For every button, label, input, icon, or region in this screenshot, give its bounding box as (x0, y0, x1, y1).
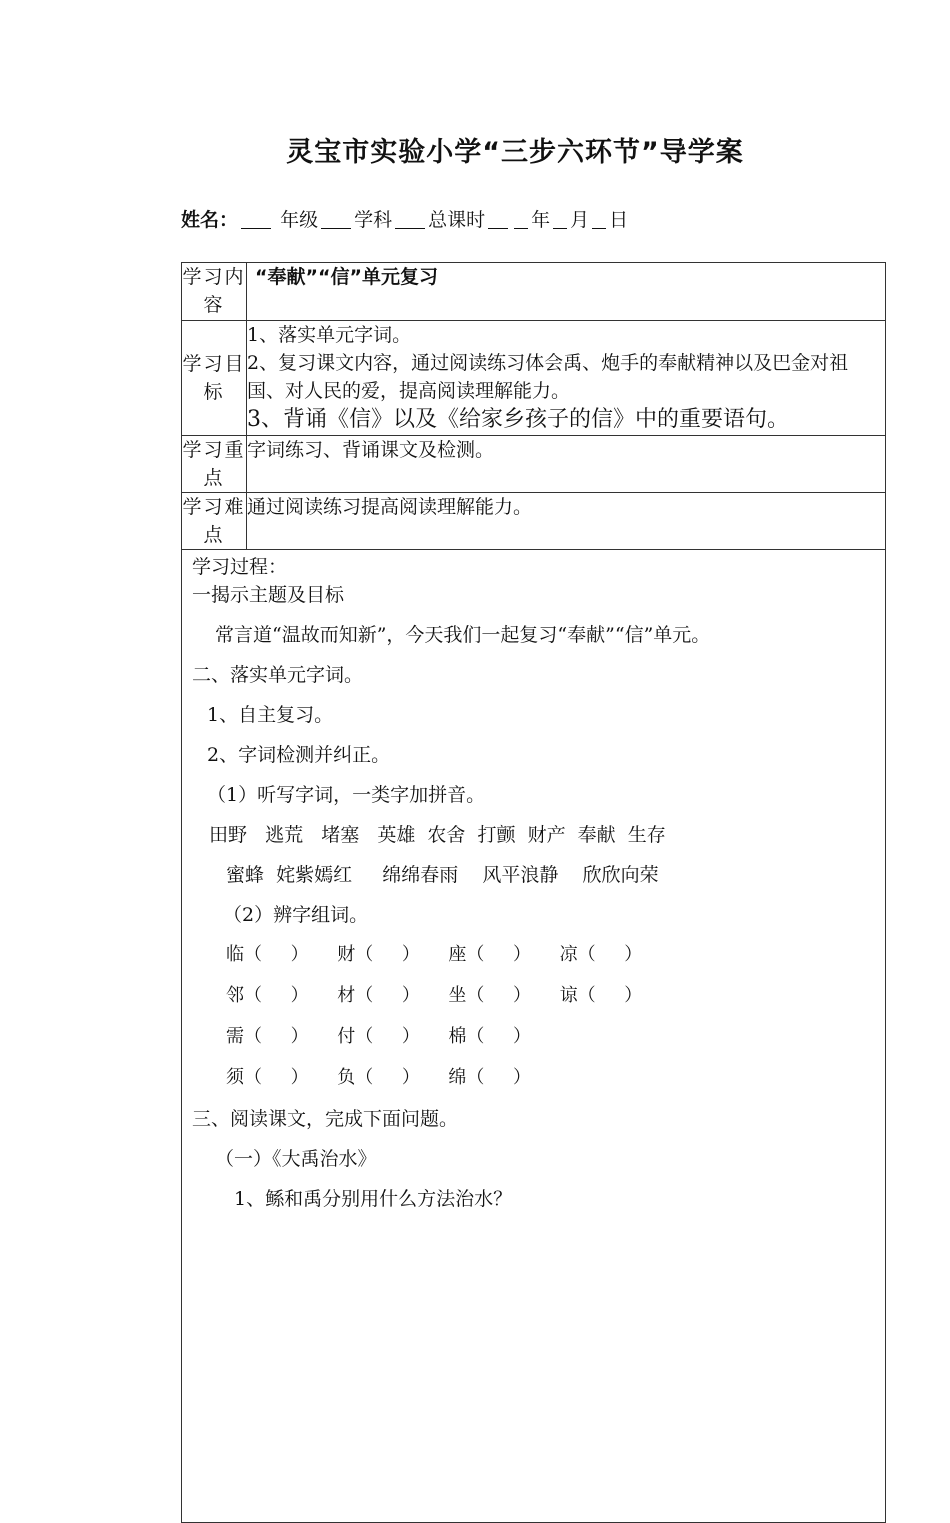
goals-cell (247, 321, 886, 436)
process-line: 1、鲧和禹分别用什么方法治水？ (234, 1188, 513, 1210)
name-blank[interactable] (241, 209, 271, 229)
student-info-line (181, 205, 628, 232)
subject-blank[interactable] (395, 209, 425, 229)
process-line: 一揭示主题及目标 (192, 584, 345, 606)
content-value: “奉献”“信”单元复习 (255, 266, 438, 288)
process-line: 1、自主复习。 (207, 704, 334, 726)
process-line: （一）《大禹治水》 (215, 1148, 377, 1170)
month-blank[interactable] (553, 209, 567, 229)
process-heading: 学习过程： (192, 556, 288, 578)
total-hours-blank[interactable] (488, 209, 508, 229)
month-label: 月 (570, 209, 590, 231)
grade-blank[interactable] (321, 209, 351, 229)
word-list-line: 田野 逃荒 堵塞 英雄 农舍 打颤 财产 奉献 生存 (209, 824, 666, 846)
goal-item: 2、复习课文内容，通过阅读练习体会禹、炮手的奉献精神以及巴金对祖国、对人民的爱，提高阅读理解能力。 (247, 352, 849, 402)
word-list-line: 蜜蜂 姹紫嫣红 绵绵春雨 风平浪静 欣欣向荣 (226, 864, 659, 886)
content-label: 学习内容 (182, 263, 247, 321)
grade-label: 年级 (280, 209, 319, 231)
year-label: 年 (531, 209, 551, 231)
process-line: （2）辨字组词。 (223, 904, 369, 926)
process-cell (182, 550, 886, 1523)
page-title: 灵宝市实验小学“三步六环节”导学案 (286, 137, 744, 168)
word-pair-line: 需（ ） 付（ ） 棉（ ） (226, 1026, 532, 1047)
key-row (182, 436, 886, 493)
goals-row (182, 321, 886, 436)
process-line: 三、阅读课文，完成下面问题。 (192, 1108, 459, 1130)
difficulty-value: 通过阅读练习提高阅读理解能力。 (247, 493, 886, 550)
key-value: 字词练习、背诵课文及检测。 (247, 436, 886, 493)
word-pair-line: 须（ ） 负（ ） 绵（ ） (226, 1067, 532, 1088)
subject-label: 学科 (354, 209, 393, 231)
total-hours-label: 总课时 (428, 209, 486, 231)
difficulty-label: 学习难点 (182, 493, 247, 550)
process-line: （1）听写字词，一类字加拼音。 (207, 784, 486, 806)
day-label: 日 (609, 209, 629, 231)
year-blank[interactable] (514, 209, 528, 229)
process-line: 二、落实单元字词。 (192, 664, 364, 686)
process-row (182, 550, 886, 1523)
goal-item: 3、背诵《信》以及《给家乡孩子的信》中的重要语句。 (247, 407, 789, 432)
content-row (182, 263, 886, 321)
goals-label: 学习目标 (182, 321, 247, 436)
goal-item: 1、落实单元字词。 (247, 324, 412, 346)
day-blank[interactable] (592, 209, 606, 229)
difficulty-row (182, 493, 886, 550)
process-line: 常言道“温故而知新”，今天我们一起复习“奉献”“信”单元。 (215, 624, 711, 646)
name-label: 姓名： (181, 209, 239, 231)
word-pair-line: 临（ ） 财（ ） 座（ ） 凉（ ） (226, 944, 643, 965)
content-cell (247, 263, 886, 321)
key-label: 学习重点 (182, 436, 247, 493)
process-line: 2、字词检测并纠正。 (207, 744, 391, 766)
word-pair-line: 邻（ ） 材（ ） 坐（ ） 谅（ ） (226, 985, 643, 1006)
lesson-plan-table (181, 262, 886, 1523)
